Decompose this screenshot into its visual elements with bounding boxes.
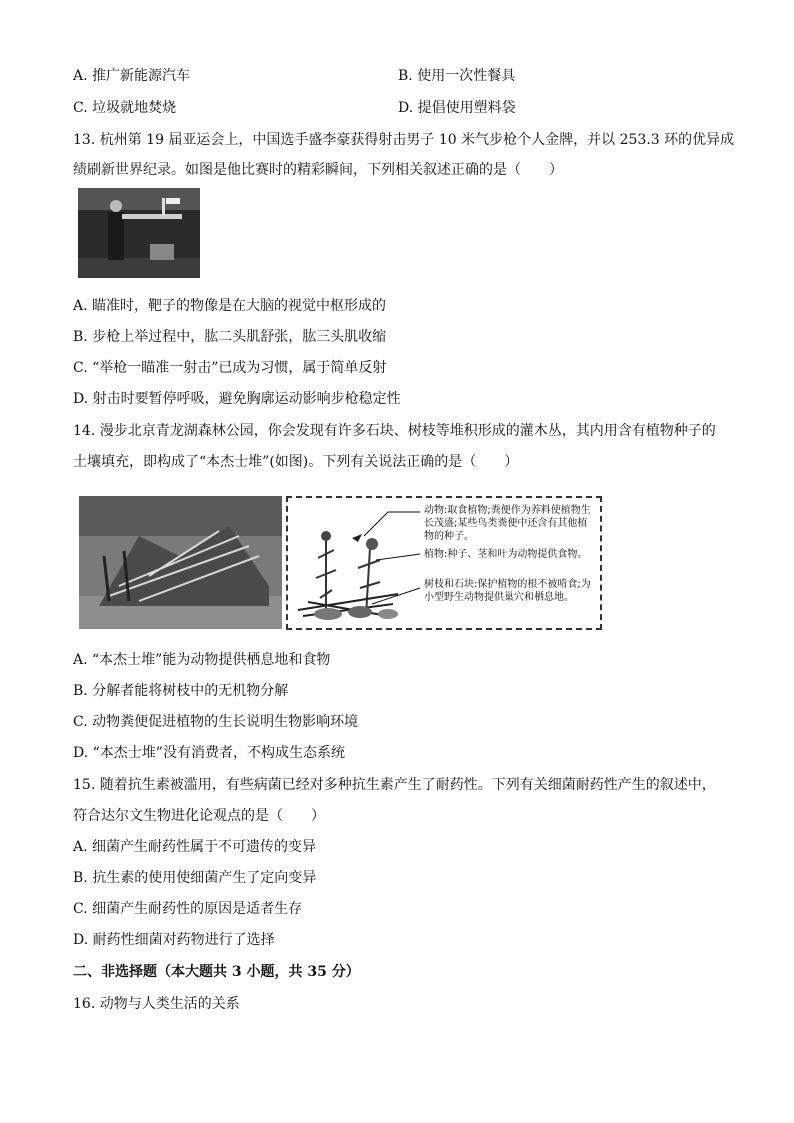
q14-stem-line2: 土壤填充，即构成了“本杰士堆”(如图)。下列有关说法正确的是（ ） bbox=[73, 454, 519, 470]
q15-stem-line2: 符合达尔文生物进化论观点的是（ ） bbox=[73, 808, 325, 824]
q14-option-b: B. 分解者能将树枝中的无机物分解 bbox=[73, 683, 289, 699]
q13-option-b: B. 步枪上举过程中，肱二头肌舒张，肱三头肌收缩 bbox=[73, 329, 387, 345]
q15-option-a: A. 细菌产生耐药性属于不可遗传的变异 bbox=[73, 839, 317, 855]
q13-option-c: C. “举枪一瞄准一射击”已成为习惯，属于简单反射 bbox=[73, 360, 387, 376]
q14-option-c: C. 动物粪便促进植物的生长说明生物影响环境 bbox=[73, 714, 359, 730]
q15-option-d: D. 耐药性细菌对药物进行了选择 bbox=[73, 932, 275, 948]
q14-option-d: D. “本杰士堆”没有消费者，不构成生态系统 bbox=[73, 745, 345, 761]
q13-option-d: D. 射击时要暂停呼吸，避免胸廓运动影响步枪稳定性 bbox=[73, 391, 401, 407]
shooter-photo bbox=[78, 188, 200, 278]
q14-option-a: A. “本杰士堆”能为动物提供栖息地和食物 bbox=[73, 652, 331, 668]
q16-stem: 16. 动物与人类生活的关系 bbox=[73, 996, 240, 1012]
q12-option-c: C. 垃圾就地焚烧 bbox=[73, 100, 177, 116]
diagram-label-branches-stones: 树枝和石块:保护植物的根不被啃食;为小型野生动物提供巢穴和栖息地。 bbox=[424, 579, 591, 603]
q12-option-d: D. 提倡使用塑料袋 bbox=[398, 100, 516, 116]
q15-option-c: C. 细菌产生耐药性的原因是适者生存 bbox=[73, 901, 303, 917]
diagram-label-plants: 植物:种子、茎和叶为动物提供食物。 bbox=[424, 549, 588, 560]
diagram-label-animals: 动物:取食植物;粪便作为养料使植物生长茂盛;某些鸟类粪便中还含有其他植物的种子。 bbox=[424, 505, 591, 542]
q13-stem-line2: 绩刷新世界纪录。如图是他比赛时的精彩瞬间，下列相关叙述正确的是（ ） bbox=[73, 162, 563, 178]
section-2-title: 二、非选择题（本大题共 3 小题，共 35 分） bbox=[73, 964, 360, 980]
q15-stem-line1: 15. 随着抗生素被滥用，有些病菌已经对多种抗生素产生了耐药性。下列有关细菌耐药性产生的叙述中， bbox=[73, 777, 716, 793]
q14-stem-line1: 14. 漫步北京青龙湖森林公园，你会发现有许多石块、树枝等堆积形成的灌木丛，其内用含有植物种子的 bbox=[73, 423, 716, 439]
q12-option-b: B. 使用一次性餐具 bbox=[398, 68, 516, 84]
benjes-hedge-diagram bbox=[286, 496, 602, 630]
q13-option-a: A. 瞄准时，靶子的物像是在大脑的视觉中枢形成的 bbox=[73, 298, 387, 314]
q15-option-b: B. 抗生素的使用使细菌产生了定向变异 bbox=[73, 870, 317, 886]
q13-stem-line1: 13. 杭州第 19 届亚运会上，中国选手盛李豪获得射击男子 10 米气步枪个人金牌，并以 253.3 环的优异成 bbox=[73, 132, 735, 148]
q12-option-a: A. 推广新能源汽车 bbox=[73, 68, 191, 84]
benjes-hedge-photo bbox=[79, 496, 282, 629]
